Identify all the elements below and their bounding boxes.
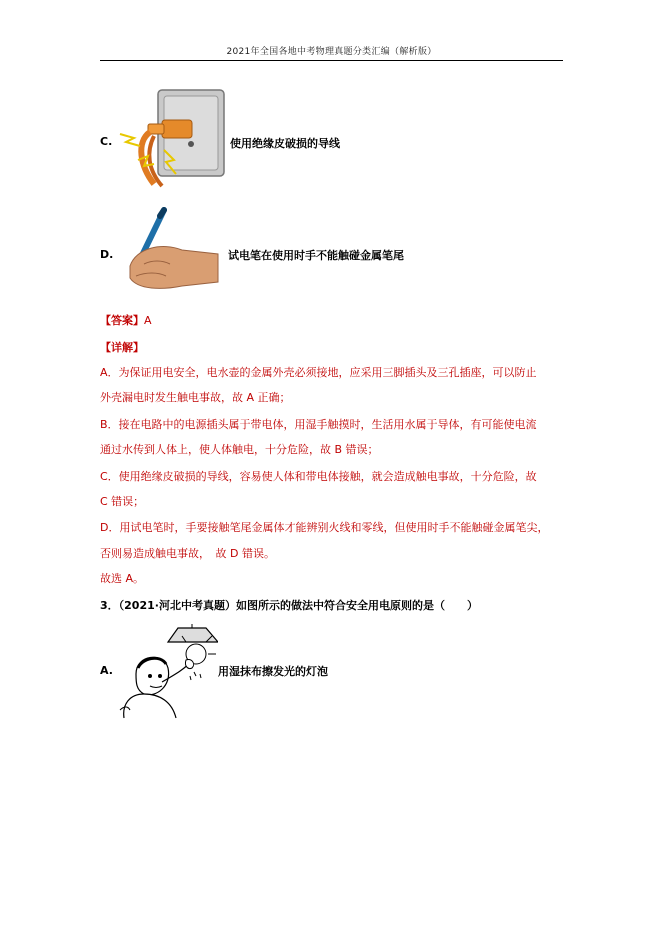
wet-cloth-bulb-illustration <box>116 624 218 722</box>
test-pen-hand-illustration <box>122 206 222 296</box>
answer-tag: 【答案】 <box>100 314 144 327</box>
question-3-title: 3．（2021·河北中考真题）如图所示的做法中符合安全用电原则的是（ ） <box>100 599 478 612</box>
option-c-letter: C. <box>100 135 113 148</box>
explanation-line: 外壳漏电时发生触电事故，故 A 正确； <box>100 391 291 404</box>
conclusion: 故选 A。 <box>100 572 145 585</box>
answer-value: A <box>144 314 152 327</box>
option-d-text: 试电笔在使用时手不能触碰金属笔尾 <box>228 249 404 262</box>
explanation-line: B．接在电路中的电源插头属于带电体，用湿手触摸时，生活用水属于导体，有可能使电流 <box>100 418 537 431</box>
option-d-letter: D. <box>100 248 114 261</box>
explanation-line: D．用试电笔时，手要接触笔尾金属体才能辨别火线和零线，但使用时手不能触碰金属笔尖， <box>100 521 549 534</box>
answer-line <box>100 312 152 328</box>
page-header: 2021年全国各地中考物理真题分类汇编（解析版） <box>226 47 437 57</box>
detail-tag: 【详解】 <box>100 341 144 354</box>
explanation-line: 通过水传到人体上，使人体触电，十分危险，故 B 错误； <box>100 443 379 456</box>
broken-wire-socket-illustration <box>118 86 228 190</box>
q3-option-a-text: 用湿抹布擦发光的灯泡 <box>218 665 328 678</box>
explanation-line: 否则易造成触电事故， 故 D 错误。 <box>100 547 275 560</box>
header-divider <box>100 60 563 61</box>
q3-option-a-letter: A. <box>100 664 113 677</box>
explanation-line: C．使用绝缘皮破损的导线，容易使人体和带电体接触，就会造成触电事故，十分危险，故 <box>100 470 537 483</box>
explanation-line: C 错误； <box>100 495 145 508</box>
option-c-text: 使用绝缘皮破损的导线 <box>230 137 340 150</box>
explanation-line: A．为保证用电安全，电水壶的金属外壳必须接地，应采用三脚插头及三孔插座，可以防止 <box>100 366 537 379</box>
